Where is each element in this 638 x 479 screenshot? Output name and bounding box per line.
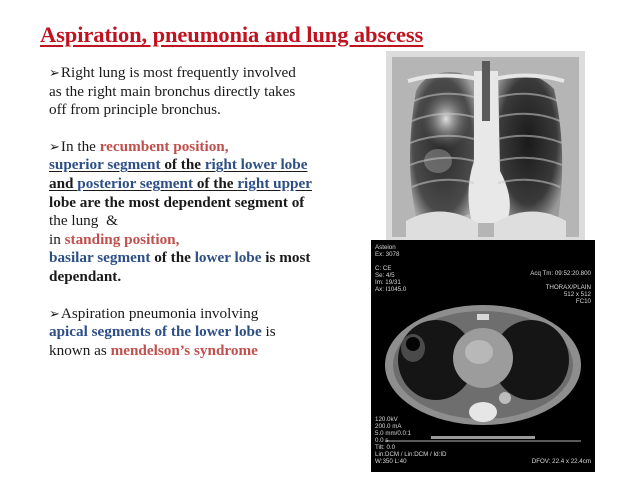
slide-body xyxy=(49,64,389,360)
ct-overlay-bottom-right: DFOV: 22.4 x 22.4cm xyxy=(531,458,591,465)
is-text: is xyxy=(261,323,276,341)
chest-ct-image xyxy=(371,240,595,472)
mendelson-syndrome-text: mendelson’s syndrome xyxy=(110,341,258,359)
chest-xray-image xyxy=(386,51,585,241)
p1-line-1: Right lung is most frequently involved xyxy=(60,64,296,81)
right-lower-lobe-text: right lower lobe xyxy=(204,156,308,174)
lower-lobe-text: lower lobe xyxy=(194,249,262,267)
p3-line-1: Aspiration pneumonia involving xyxy=(60,304,259,322)
the-lung-text: the lung xyxy=(49,212,99,230)
in-text: in xyxy=(49,230,65,248)
known-as-text: known as xyxy=(49,341,111,359)
basilar-segment-text: basilar segment xyxy=(49,249,151,267)
bullet-paragraph-2 xyxy=(49,138,389,287)
bullet-paragraph-3 xyxy=(49,305,389,361)
p2-lead: In the xyxy=(60,137,100,155)
and-text: and xyxy=(49,174,78,192)
lobe-dependent-text: lobe are the most dependent segment of xyxy=(49,193,305,211)
bullet-paragraph-1 xyxy=(49,64,389,120)
superior-segment-text: superior segment xyxy=(49,156,161,174)
ct-overlay-bottom-left: 120.0kV 200.0 mA 5.0 mm/0.0:1 0.0 s Tilt: 0.0 Lin:DCM / Lin:DCM / Id:ID W:350 L:40 xyxy=(375,416,447,465)
arrow-bullet-icon: ➢ xyxy=(49,65,60,80)
arrow-bullet-icon: ➢ xyxy=(49,305,60,321)
ct-overlay-top-left: Asteion Ex: 3078 C: CE Se: 4/5 Im: 19/31 Ax: I1045.0 xyxy=(375,244,407,293)
posterior-segment-text: posterior segment xyxy=(77,174,194,192)
p1-line-2: as the right main bronchus directly takes xyxy=(49,82,296,100)
slide-title: Aspiration, pneumonia and lung abscess xyxy=(40,22,424,47)
of-the-text: of the xyxy=(150,249,195,267)
p1-line-3: off from principle bronchus. xyxy=(49,101,221,119)
dependant-text: dependant. xyxy=(49,267,122,285)
of-the-text: of the xyxy=(160,156,205,174)
arrow-bullet-icon: ➢ xyxy=(49,138,60,154)
ct-overlay-top-right: Acq Tm: 09:52:20.800 THORAX/PLAIN 512 x 512 FC10 xyxy=(530,270,591,305)
right-upper-text: right upper xyxy=(237,174,312,192)
recumbent-position-text: recumbent position, xyxy=(99,137,229,155)
of-the-text: of the xyxy=(193,174,238,192)
ampersand-text: & xyxy=(106,212,118,230)
standing-position-text: standing position, xyxy=(64,230,180,248)
apical-segments-text: apical segments of the lower lobe xyxy=(49,323,262,341)
is-most-text: is most xyxy=(261,249,311,267)
